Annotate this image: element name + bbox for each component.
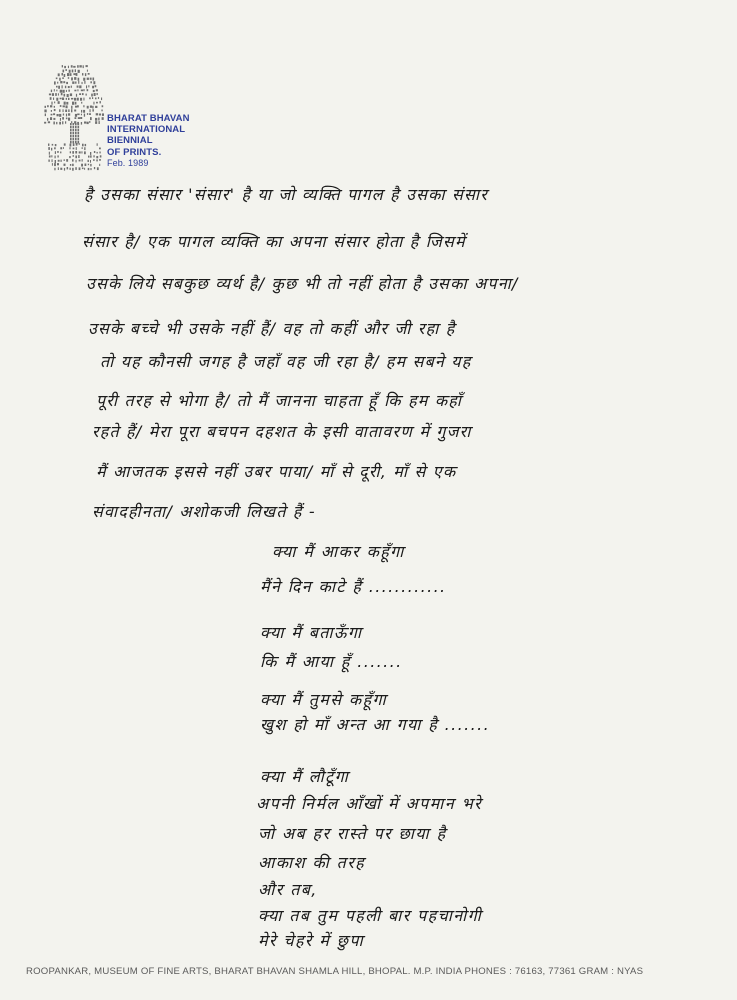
prose-line: है उसका संसार 'संसार' है या जो व्यक्ति पागल है उसका संसार (84, 185, 488, 204)
letterhead-date: Feb. 1989 (107, 157, 149, 168)
prose-line: रहते हैं/ मेरा पूरा बचपन दहशत के इसी वातावरण में गुजरा (92, 422, 472, 441)
footer-address: ROOPANKAR, MUSEUM OF FINE ARTS, BHARAT BHAVAN SHAMLA HILL, BHOPAL. M.P. INDIA PHONES : 76163, 77361 GRAM : NYAS (26, 966, 644, 977)
poem-line: क्या मैं तुमसे कहूँगा (260, 690, 388, 709)
prose-line: संवादहीनता/ अशोकजी लिखते हैं - (92, 502, 316, 521)
letterhead-line: BIENNIAL (107, 135, 153, 147)
letterhead-line: OF PRINTS. (107, 146, 162, 158)
letterhead-line: BHARAT BHAVAN (107, 113, 190, 124)
tree-logo-icon (44, 63, 104, 171)
poem-line: कि मैं आया हूँ ....... (260, 652, 403, 671)
prose-line: तो यह कौनसी जगह है जहाँ वह जी रहा है/ हम सबने यह (100, 352, 472, 371)
prose-line: संसार है/ एक पागल व्यक्ति का अपना संसार होता है जिसमें (82, 232, 466, 251)
prose-line: उसके लिये सबकुछ व्यर्थ है/ कुछ भी तो नहीं होता है उसका अपना/ (86, 274, 519, 293)
poem-line: अपनी निर्मल आँखों में अपमान भरे (256, 794, 483, 813)
prose-line: उसके बच्चे भी उसके नहीं हैं/ वह तो कहीं और जी रहा है (88, 319, 456, 338)
poem-line: क्या तब तुम पहली बार पहचानोगी (258, 906, 483, 925)
prose-line: पूरी तरह से भोगा है/ तो मैं जानना चाहता हूँ कि हम कहाँ (96, 391, 463, 410)
poem-line: और तब, (258, 880, 318, 899)
poem-line: क्या मैं आकर कहूँगा (272, 542, 405, 561)
poem-line: जो अब हर रास्ते पर छाया है (258, 824, 447, 843)
letterhead (107, 113, 190, 169)
prose-line: मैं आजतक इससे नहीं उबर पाया/ माँ से दूरी, माँ से एक (96, 462, 457, 481)
poem-line: मैंने दिन काटे हैं ............ (260, 577, 447, 596)
poem-line: क्या मैं बताऊँगा (260, 623, 363, 642)
poem-line: आकाश की तरह (258, 853, 366, 872)
letterhead-line: INTERNATIONAL (107, 124, 186, 136)
poem-line: मेरे चेहरे में छुपा (258, 931, 364, 950)
poem-line: क्या मैं लौटूँगा (260, 767, 350, 786)
poem-line: खुश हो माँ अन्त आ गया है ....... (260, 715, 491, 734)
